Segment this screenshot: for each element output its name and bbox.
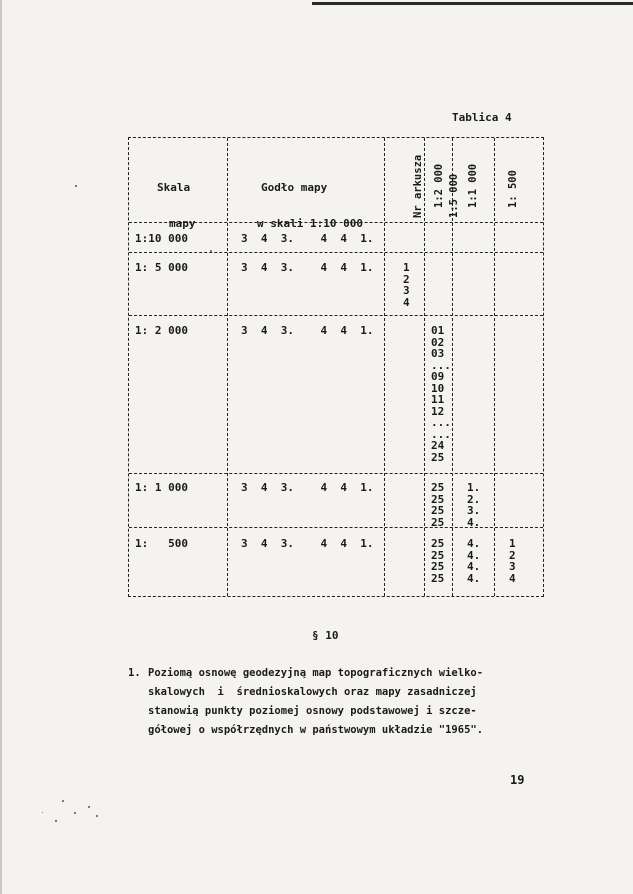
sheet-number: 09 xyxy=(431,370,445,383)
row-nr-arkusza-list xyxy=(403,262,410,308)
sheet-number: 25 xyxy=(431,450,445,464)
sheet-number: 1. xyxy=(467,481,481,494)
scan-speck xyxy=(96,815,98,817)
sheet-number: 2. xyxy=(467,492,481,506)
sheet-number: 3. xyxy=(467,504,481,517)
sheet-number: 4. xyxy=(467,537,481,550)
page-edge xyxy=(0,0,2,894)
paragraph-line: gółowej o współrzędnych w państwowym układzie "1965". xyxy=(148,724,484,736)
sheet-number: 01 xyxy=(431,324,445,337)
sheet-number: 1 xyxy=(403,261,410,274)
paragraph-line: stanowią punkty poziomej osnowy podstawowej i szcze- xyxy=(148,705,477,717)
row-500-list xyxy=(509,538,516,584)
scan-speck xyxy=(74,812,76,814)
row-godlo: 3 4 3. 4 4 1. xyxy=(241,261,374,274)
sheet-number: 25 xyxy=(431,560,445,573)
sheet-number: 10 xyxy=(431,381,445,395)
sheet-number: 4. xyxy=(467,548,481,562)
sheet-number: 24 xyxy=(431,439,445,452)
sheet-number: 12 xyxy=(431,404,445,418)
row-separator xyxy=(129,527,543,528)
header-godlo-line1: Godło mapy xyxy=(261,181,328,194)
sheet-number: 4. xyxy=(467,571,481,585)
header-scale-line1: Skala xyxy=(157,181,191,194)
row-godlo: 3 4 3. 4 4 1. xyxy=(241,232,374,245)
row-2000-list xyxy=(431,482,444,528)
row-godlo: 3 4 3. 4 4 1. xyxy=(241,324,374,337)
sheet-ellipsis: ... xyxy=(431,416,451,429)
row-1000-list xyxy=(467,482,480,528)
sheet-number: 02 xyxy=(431,335,445,349)
header-scale-line2: mapy xyxy=(169,217,196,230)
paragraph-line: skalowych i średnioskalowych oraz mapy zasadniczej xyxy=(148,686,477,698)
sheet-ellipsis: ... xyxy=(431,427,451,441)
sheet-number: 4. xyxy=(467,515,481,529)
sheet-number: 1 xyxy=(509,537,516,550)
row-1000-list xyxy=(467,538,480,584)
sheet-number: 4 xyxy=(403,295,410,309)
sheet-number: 3 xyxy=(403,284,410,297)
sheet-number: 25 xyxy=(431,481,445,494)
header-scale-1000: 1:1 000 xyxy=(467,163,479,208)
header-scale-2000: 1:2 000 xyxy=(433,163,445,208)
row-scale: 1: 500 xyxy=(135,537,188,550)
section-heading: § 10 xyxy=(312,629,339,642)
header-godlo-line2: w skali 1:10 000 xyxy=(257,217,363,230)
page-number: 19 xyxy=(510,773,525,787)
sheet-number: 2 xyxy=(403,272,410,286)
sheet-number: 25 xyxy=(431,492,445,506)
paragraph-number: 1. xyxy=(128,667,141,679)
sheet-number: 25 xyxy=(431,537,445,550)
sheet-number: 03 xyxy=(431,347,445,360)
scan-speck xyxy=(42,812,43,813)
scan-speck xyxy=(55,820,57,822)
header-scale-500: 1: 500 xyxy=(507,170,519,208)
row-scale: 1: 2 000 xyxy=(135,324,188,337)
paragraph xyxy=(128,664,548,740)
sheet-number: 2 xyxy=(509,548,516,562)
row-scale: 1: 1 000 xyxy=(135,481,188,494)
row-godlo: 3 4 3. 4 4 1. xyxy=(241,537,374,550)
top-rule xyxy=(312,2,633,5)
row-2000-list xyxy=(431,538,444,584)
row-scale: 1: 5 000 xyxy=(135,261,188,274)
scan-speck xyxy=(88,806,90,808)
row-separator xyxy=(129,473,543,474)
scan-speck xyxy=(75,185,77,187)
sheet-number: 4. xyxy=(467,560,481,573)
scan-speck xyxy=(62,800,64,802)
sheet-number: 25 xyxy=(431,571,445,585)
sheet-number: 11 xyxy=(431,393,445,406)
scan-speck xyxy=(210,250,212,252)
header-nr-arkusza-line1: Nr arkusza xyxy=(412,154,424,218)
sheet-number: 3 xyxy=(509,560,516,573)
table-label: Tablica 4 xyxy=(452,111,512,124)
row-scale: 1:10 000 xyxy=(135,232,188,245)
sheet-number: 25 xyxy=(431,504,445,517)
row-separator xyxy=(129,315,543,316)
sheet-number: 25 xyxy=(431,548,445,562)
header-nr-arkusza-line2: 1:5 000 xyxy=(448,173,460,218)
paragraph-line: Poziomą osnowę geodezyjną map topograficznych wielko- xyxy=(148,667,484,679)
sheet-number: 25 xyxy=(431,515,445,529)
row-godlo: 3 4 3. 4 4 1. xyxy=(241,481,374,494)
sheet-number: 4 xyxy=(509,571,516,585)
sheet-index-table xyxy=(128,137,544,597)
sheet-ellipsis: ... xyxy=(431,358,451,372)
row-2000-list xyxy=(431,325,451,463)
